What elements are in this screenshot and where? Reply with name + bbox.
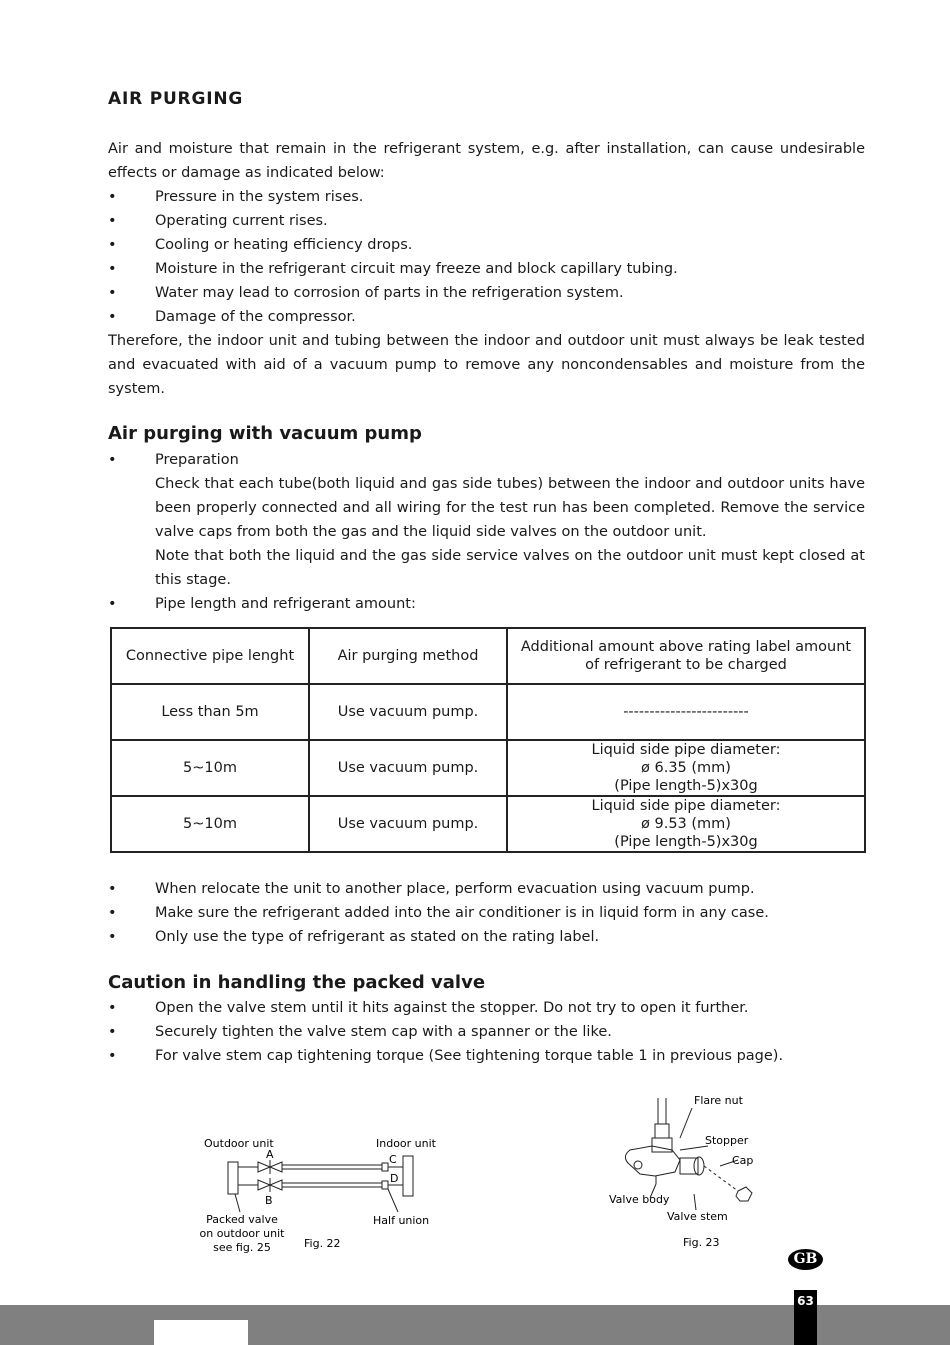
table-cell: Liquid side pipe diameter: ø 6.35 (mm) (Pipe length-5)x30g	[507, 740, 865, 796]
note-text: Note that both the liquid and the gas side service valves on the outdoor unit must kept closed at this stage.	[155, 548, 865, 588]
fig22-d-label: D	[390, 1172, 399, 1185]
fig23-valve-stem-label: Valve stem	[667, 1210, 728, 1223]
table-cell: 5~10m	[111, 740, 309, 796]
table-cell: Use vacuum pump.	[309, 796, 507, 852]
table-cell: 5~10m	[111, 796, 309, 852]
fig23-cap-label: Cap	[732, 1154, 754, 1167]
fig22-caption: Fig. 22	[304, 1237, 341, 1250]
fig23-stopper-label: Stopper	[705, 1134, 749, 1147]
table-header-cell: Additional amount above rating label amount of refrigerant to be charged	[507, 628, 865, 684]
table-cell: Use vacuum pump.	[309, 740, 507, 796]
fig23-diagram	[600, 1088, 765, 1253]
language-badge: GB	[788, 1249, 823, 1270]
fig23-valve-body-label: Valve body	[609, 1193, 670, 1206]
table-cell: Liquid side pipe diameter: ø 9.53 (mm) (Pipe length-5)x30g	[507, 796, 865, 852]
fig23-caption: Fig. 23	[683, 1236, 720, 1249]
fig22-packed-label: on outdoor unit	[199, 1227, 285, 1240]
fig22-b-label: B	[265, 1194, 273, 1207]
table-cell: ------------------------	[507, 684, 865, 740]
table-header-cell: Air purging method	[309, 628, 507, 684]
table-row	[111, 796, 865, 852]
table-cell: Use vacuum pump.	[309, 684, 507, 740]
table-header-row	[111, 628, 865, 684]
vacuum-heading: Air purging with vacuum pump	[108, 423, 422, 444]
fig22-indoor-label: Indoor unit	[376, 1137, 436, 1150]
fig22-half-union-label: Half union	[373, 1214, 430, 1227]
preparation-text: Check that each tube(both liquid and gas side tubes) between the indoor and outdoor units have been properly connected and all wiring for the test run has been completed. Remove the service valve caps from both the gas and the liquid side valves on the outdoor unit.	[155, 476, 865, 540]
pipe-length-table	[110, 627, 866, 853]
footer-white-box	[154, 1320, 248, 1345]
page-title: AIR PURGING	[108, 89, 244, 109]
fig22-packed-label: see fig. 25	[213, 1241, 271, 1254]
fig22-a-label: A	[266, 1148, 274, 1161]
fig22-diagram	[190, 1130, 460, 1255]
table-row	[111, 740, 865, 796]
fig23-flare-nut-label: Flare nut	[694, 1094, 743, 1107]
page-number: 63	[794, 1290, 817, 1345]
caution-heading: Caution in handling the packed valve	[108, 972, 486, 993]
intro-paragraph: Air and moisture that remain in the refrigerant system, e.g. after installation, can cause undesirable effects or damage as indicated below:	[108, 141, 865, 181]
fig22-c-label: C	[389, 1153, 397, 1166]
fig22-outdoor-label: Outdoor unit	[204, 1137, 274, 1150]
table-header-cell: Connective pipe lenght	[111, 628, 309, 684]
table-cell: Less than 5m	[111, 684, 309, 740]
table-row	[111, 684, 865, 740]
fig22-packed-label: Packed valve	[206, 1213, 278, 1226]
therefore-paragraph: Therefore, the indoor unit and tubing between the indoor and outdoor unit must always be leak tested and evacuated with aid of a vacuum pump to remove any noncondensables and moisture from the system.	[108, 333, 865, 397]
